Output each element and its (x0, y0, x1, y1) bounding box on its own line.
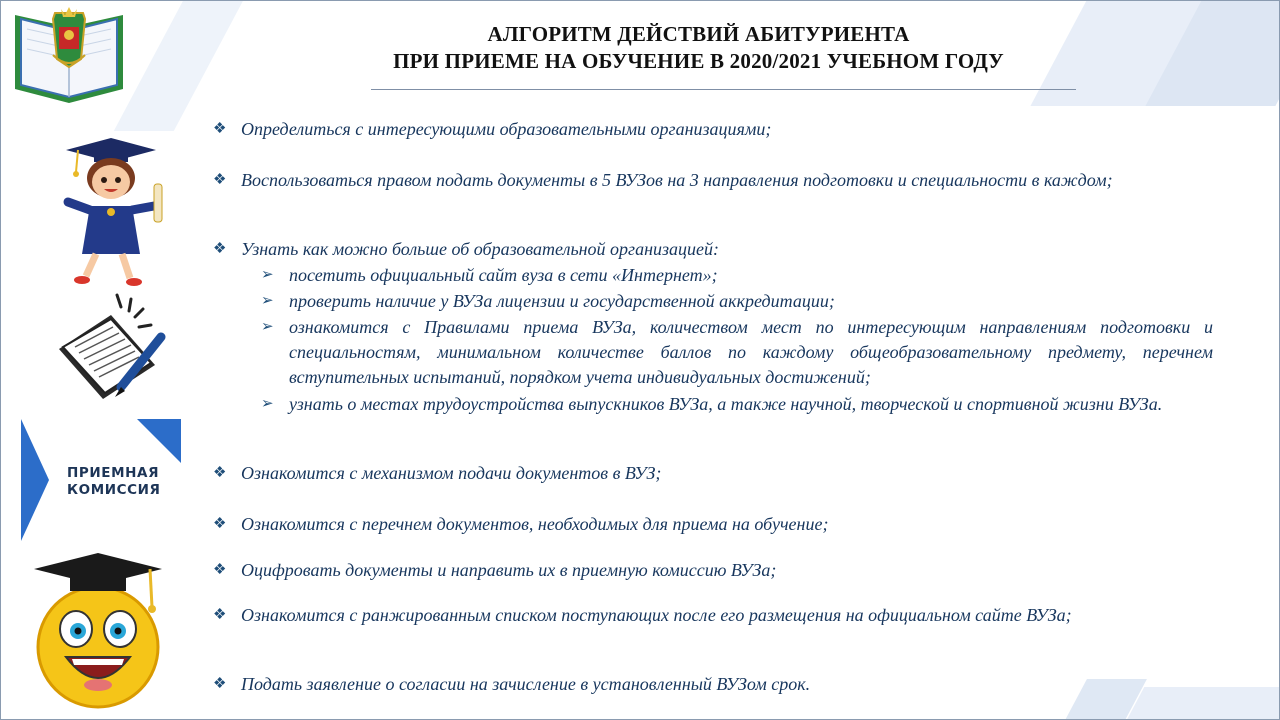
diamond-bullet-icon: ❖ (213, 172, 227, 188)
diamond-bullet-icon: ❖ (213, 121, 227, 137)
list-item (213, 237, 1213, 262)
diamond-bullet-icon: ❖ (213, 241, 227, 257)
list-item-text: Ознакомится с перечнем документов, необходимых для приема на обучение; (241, 514, 829, 534)
list-item-text: Определиться с интересующими образовательными организациями; (241, 119, 772, 139)
list-item-text: Ознакомится с механизмом подачи документов в ВУЗ; (241, 463, 662, 483)
list-item (213, 512, 1213, 537)
list-item (213, 461, 1213, 486)
arrow-bullet-icon: ➢ (261, 293, 274, 309)
sub-list-item-text: проверить наличие у ВУЗа лицензии и государственной аккредитации; (289, 291, 835, 311)
list-item-text: Узнать как можно больше об образовательной организацией: (241, 239, 720, 259)
list-item-text: Оцифровать документы и направить их в приемную комиссию ВУЗа; (241, 560, 777, 580)
list-item (213, 603, 1213, 628)
list-item (213, 672, 1213, 697)
diamond-bullet-icon: ❖ (213, 465, 227, 481)
list-item (213, 558, 1213, 583)
arrow-bullet-icon: ➢ (261, 396, 274, 412)
list-item (213, 168, 1213, 193)
sub-list-item (261, 392, 1213, 417)
diamond-bullet-icon: ❖ (213, 607, 227, 623)
sub-list-item (261, 315, 1213, 390)
sub-list-item-text: ознакомится с Правилами приема ВУЗа, количеством мест по интересующим направлениям подготовки и специальностям, минимальном количестве баллов по каждому общеобразовательному предмету, перечнем вступительных испытаний, порядком учета индивидуальных достижений; (289, 317, 1213, 387)
sub-list-item-text: посетить официальный сайт вуза в сети «Интернет»; (289, 265, 718, 285)
list-item-text: Подать заявление о согласии на зачисление в установленный ВУЗом срок. (241, 674, 811, 694)
diamond-bullet-icon: ❖ (213, 676, 227, 692)
page-title-line-2: ПРИ ПРИЕМЕ НА ОБУЧЕНИЕ В 2020/2021 УЧЕБНОМ ГОДУ (393, 49, 1004, 73)
list-item-text: Ознакомится с ранжированным списком поступающих после его размещения на официальном сайте ВУЗа; (241, 605, 1072, 625)
sub-list-item-text: узнать о местах трудоустройства выпускников ВУЗа, а также научной, творческой и спортивной жизни ВУЗа. (289, 394, 1163, 414)
arrow-bullet-icon: ➢ (261, 319, 274, 335)
steps-list (1, 1, 1280, 720)
list-item-text: Воспользоваться правом подать документы в 5 ВУЗов на 3 направления подготовки и специальности в каждом; (241, 170, 1113, 190)
diamond-bullet-icon: ❖ (213, 562, 227, 578)
sub-list-item (261, 263, 1213, 288)
page-title-line-1: АЛГОРИТМ ДЕЙСТВИЙ АБИТУРИЕНТА (487, 22, 910, 46)
diamond-bullet-icon: ❖ (213, 516, 227, 532)
arrow-bullet-icon: ➢ (261, 267, 274, 283)
sub-list-item (261, 289, 1213, 314)
list-item (213, 117, 1213, 142)
banner-line-2: КОМИССИЯ (67, 482, 161, 498)
banner-line-1: ПРИЕМНАЯ (67, 465, 160, 481)
